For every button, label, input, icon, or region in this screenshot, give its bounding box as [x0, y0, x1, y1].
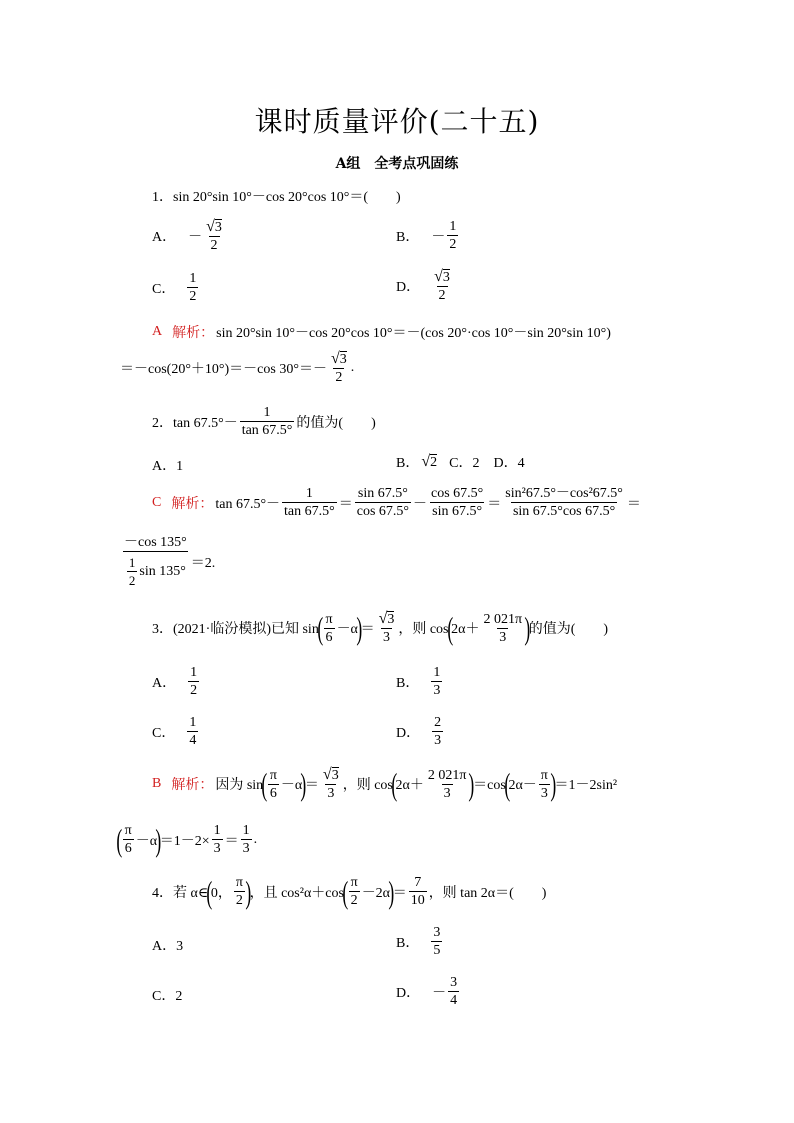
q4-option-a: A．3: [152, 939, 184, 954]
compound-fraction: －cos 135° $\frac{1}{2}$ sin 135°: [124, 535, 187, 588]
q3-option-a: A． $\frac{1}{2}$: [152, 665, 198, 698]
q1-solution-line2: ＝－cos(20°＋10°)＝－cos 30°＝－ √ 3 2 .: [120, 350, 355, 385]
q1-option-c: C． $\frac{1}{2}$: [152, 271, 197, 304]
q4-stem: 4．若 α∈ ( 0， $\frac{\pi}{2}$ ) ，且 cos²α＋cos ( $\frac{\pi}{2}$ －2α ) ＝ $\frac{7}{10}$ ，则 tan 2α＝( ): [152, 873, 547, 910]
q4-option-d: D． － $\frac{3}{4}$: [396, 975, 458, 1008]
q2-option-a: A．1: [152, 459, 184, 474]
q2-options-bcd: B． √ 2 C．2 D．4: [396, 453, 525, 471]
fraction: √ 3 2: [434, 268, 450, 303]
q1-option-a: [152, 218, 226, 254]
q1-option-d: D． √ 3 2: [396, 268, 450, 303]
q3-stem: 3．(2021·临汾模拟)已知 sin ( $\frac{\pi}{6}$ －α ) ＝ √ 3 3 ，则 cos ( 2α＋ $\frac{2 021\pi}{3}$ ) 的值为( ): [152, 610, 609, 646]
fraction: $\frac{1}{2}$: [189, 271, 197, 304]
fraction: $\frac{1}{2}$: [449, 219, 457, 252]
q2-stem: 2．tan 67.5°－ $\frac{1}{\tan 67.5^\circ}$ 的值为( ): [152, 405, 376, 438]
page-title: 课时质量评价(二十五): [254, 105, 540, 138]
minus-sign: －: [188, 230, 203, 245]
q1-option-b: B． － $\frac{1}{2}$: [396, 219, 457, 252]
q4-option-c: C．2: [152, 989, 183, 1004]
q3-option-c: C． $\frac{1}{4}$: [152, 715, 197, 748]
q1-solution-line1: A 解析： sin 20°sin 10°－cos 20°cos 10°＝－(cos 20°·cos 10°－sin 20°sin 10°): [152, 324, 611, 341]
fraction: $\frac{1}{\tan 67.5^\circ}$: [241, 405, 293, 438]
fraction: √ 3 2: [206, 218, 222, 253]
q2-solution-line1: C 解析： tan 67.5°－ $\frac{1}{\tan 67.5^\circ}$ ＝ $\frac{\sin 67.5^\circ}{\cos 67.5^\circ}$ － $\frac{\cos 67.5^\circ}{\sin 67.5^\circ}$ ＝ $\frac{\text{sin²67.5°－cos²67.5°}}{\sin 67.5^\circ\cos 67.5^\circ}$ ＝: [152, 486, 641, 519]
section-heading: A组 全考点巩固练: [335, 156, 459, 172]
solution-label: 解析：: [171, 778, 214, 793]
q4-option-b: B． $\frac{3}{5}$: [396, 925, 441, 958]
option-label: A．: [152, 230, 177, 245]
q2-solution-line2: －cos 135° $\frac{1}{2}$ sin 135° ＝2.: [124, 535, 216, 588]
solution-label: 解析：: [171, 496, 214, 512]
solution-label: 解析：: [172, 326, 215, 341]
answer-letter: C: [152, 494, 162, 510]
q3-option-b: B． $\frac{1}{3}$: [396, 665, 441, 698]
q3-solution-line1: B 解析： 因为 sin ( $\frac{\pi}{6}$ －α ) ＝ √ 3 3 ，则 cos ( 2α＋ $\frac{2 021\pi}{3}$ ) ＝cos ( 2α－ $\frac{\pi}{3}$ ) ＝1－2sin²: [152, 766, 618, 802]
fraction: √ 3 2: [330, 350, 347, 385]
q1-stem: 1．sin 20°sin 10°－cos 20°cos 10°＝( ): [152, 190, 401, 205]
answer-letter: A: [152, 324, 163, 339]
answer-letter: B: [152, 776, 162, 791]
q3-solution-line2: ( $\frac{\pi}{6}$ －α ) ＝1－2× $\frac{1}{3}$ ＝ $\frac{1}{3}$ .: [116, 821, 258, 858]
q3-option-d: D． $\frac{2}{3}$: [396, 715, 442, 748]
